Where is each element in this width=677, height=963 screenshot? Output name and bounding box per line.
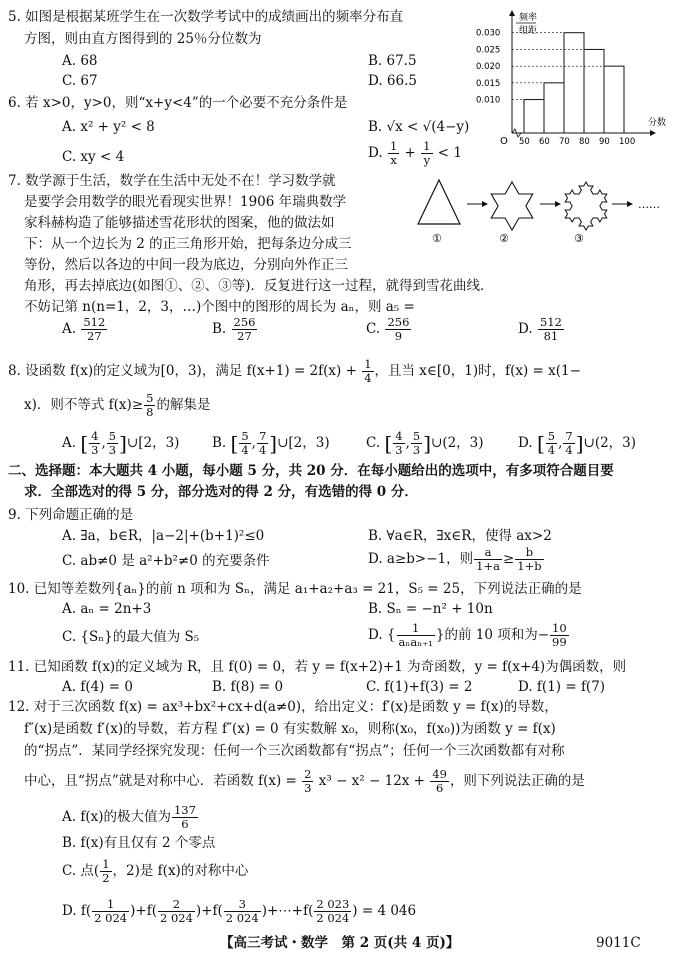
koch-stage-2 bbox=[491, 182, 533, 230]
fraction: $\frac{7}{4}$ bbox=[565, 429, 573, 457]
q10-stem: 10. 已知等差数列{aₙ}的前 n 项和为 Sₙ，满足 a₁+a₂+a₃ = 21，S₅ = 25，下列说法正确的是 bbox=[8, 581, 582, 597]
q7-line7: 不妨记第 n(n=1，2，3，…)个图中的图形的周长为 aₙ，则 a₅ = bbox=[24, 299, 415, 315]
section2-header-line1: 二、选择题：本大题共 4 小题，每小题 5 分，共 20 分．在每小题给出的选项中，有多项符合题目要 bbox=[8, 463, 614, 479]
q5-option-c: C. 67 bbox=[62, 73, 98, 89]
q9-option-d: D. a≥b>−1，则 $\frac{a}{1+a}$ ≥ $\frac{b}{1+b}$ bbox=[368, 545, 542, 573]
q6-option-b-prefix: B. bbox=[368, 119, 387, 135]
fraction: $\frac{137}{6}$ bbox=[173, 803, 196, 831]
page-footer: 【高三考试・数学 第 2 页(共 4 页)】 bbox=[220, 935, 460, 951]
fraction: $\frac{2}{2 024}$ bbox=[159, 897, 193, 925]
fraction: $\frac{2 023}{2 024}$ bbox=[316, 897, 350, 925]
q7-line4: 下：从一个边长为 2 的正三角形开始，把每条边分成三 bbox=[24, 236, 352, 252]
fraction: $\frac{5}{4}$ bbox=[241, 429, 249, 457]
q7-line1: 7. 数学源于生活，数学在生活中无处不在！学习数学就 bbox=[8, 173, 336, 189]
fraction: $\frac{7}{4}$ bbox=[258, 429, 267, 457]
q8-option-a: A. [ $\frac{4}{3}$ , $\frac{5}{3}$ ]∪[2，3) bbox=[62, 429, 180, 457]
q9-stem: 9. 下列命题正确的是 bbox=[8, 507, 134, 523]
fraction: $\frac{2}{3}$ bbox=[304, 767, 312, 795]
section2-header-line2: 求．全部选对的得 5 分，部分选对的得 2 分，有选错的得 0 分． bbox=[24, 484, 418, 500]
fraction: $\frac{1}{\text{aₙaₙ₊₁}}$ bbox=[398, 621, 433, 649]
q12-option-d: D. f( $\frac{1}{2 024}$ )+f( $\frac{2}{2 024}$ )+f( $\frac{3}{2 024}$ )+⋯+f( $\frac{2 023}{2 024}$ ) = 4 046 bbox=[62, 897, 417, 925]
q7-line3: 家科赫构造了能够描述雪花形状的图案，他的做法如 bbox=[24, 215, 335, 231]
q5-stem-line1: 5. 如图是根据某班学生在一次数学考试中的成绩画出的频率分布直 bbox=[8, 9, 404, 25]
fraction: $\frac{5}{8}$ bbox=[146, 391, 154, 419]
histogram-x-tick-label: 90 bbox=[599, 137, 610, 147]
histogram-y-tick-label: 0.020 bbox=[476, 62, 501, 73]
histogram-bar bbox=[544, 83, 564, 133]
fraction: $\frac{4}{3}$ bbox=[91, 429, 99, 457]
fraction: $\frac{4}{3}$ bbox=[395, 429, 403, 457]
q8-option-b: B. [ $\frac{5}{4}$ , $\frac{7}{4}$ ]∪[2，3) bbox=[212, 429, 330, 457]
q12-option-c: C. 点( $\frac{1}{2}$ ，2)是 f(x)的对称中心 bbox=[62, 857, 249, 885]
q9-option-a: A. ∃a，b∈R，|a−2|+(b+1)²≤0 bbox=[62, 528, 265, 544]
q6-option-b-right: √(4−y) bbox=[422, 119, 470, 135]
q12-line1: 12. 对于三次函数 f(x) = ax³+bx²+cx+d(a≠0)，给出定义：f′(x)是函数 y = f(x)的导数， bbox=[8, 699, 558, 715]
q7-line6: 角形，再去掉底边(如图①、②、③等)．反复进行这一过程，就得到雪花曲线． bbox=[24, 278, 494, 294]
q8-line2: x)．则不等式 f(x)≥ $\frac{5}{8}$ 的解集是 bbox=[24, 391, 211, 419]
q6-option-d-prefix: D. bbox=[368, 145, 387, 161]
q12-line2: f″(x)是函数 f′(x)的导数，若方程 f″(x) = 0 有实数解 x₀，则称(x₀，f(x₀))为函数 y = f(x) bbox=[24, 721, 556, 737]
q6-option-b-mid: < bbox=[402, 119, 423, 135]
q6-option-a: A. x² + y² < 8 bbox=[62, 119, 155, 135]
histogram-y-tick-label: 0.030 bbox=[476, 28, 501, 39]
q7-option-a: A. $\frac{512}{27}$ bbox=[62, 315, 106, 343]
figure-label-2: ② bbox=[499, 232, 509, 245]
fraction: $\frac{512}{81}$ bbox=[539, 315, 562, 343]
figure-label-3: ③ bbox=[574, 232, 584, 245]
q5-option-b: B. 67.5 bbox=[368, 53, 417, 69]
fraction: $\frac{10}{99}$ bbox=[552, 621, 567, 649]
histogram-xlabel: 分数 bbox=[648, 118, 667, 128]
q7-option-c: C. $\frac{256}{9}$ bbox=[366, 315, 410, 343]
q12-line4: 中心，且“拐点”就是对称中心．若函数 f(x) = $\frac{2}{3}$ x³ − x² − 12x + $\frac{49}{6}$ ，则下列说法正确的是 bbox=[24, 767, 585, 795]
paper-code: 9011C bbox=[596, 935, 641, 951]
fraction: $\frac{256}{9}$ bbox=[387, 315, 410, 343]
q5-stem-line2: 方图，则由直方图得到的 25％分位数为 bbox=[24, 31, 262, 47]
q8-option-d: D. [ $\frac{5}{4}$ , $\frac{7}{4}$ ]∪(2，3) bbox=[518, 429, 637, 457]
q6-stem: 6. 若 x>0，y>0，则“x+y<4”的一个必要不充分条件是 bbox=[8, 95, 348, 111]
q11-option-d: D. f(1) = f(7) bbox=[518, 679, 606, 695]
q11-option-b: B. f(8) = 0 bbox=[212, 679, 284, 695]
q6-option-c: C. xy < 4 bbox=[62, 149, 125, 165]
fraction: $\frac{5}{3}$ bbox=[108, 429, 117, 457]
q6-option-b-left: √x bbox=[386, 119, 403, 135]
figure-ellipsis: …… bbox=[638, 198, 660, 211]
histogram-x-tick-label: 100 bbox=[619, 137, 636, 147]
q7-line2: 是要学会用数学的眼光看现实世界！1906 年瑞典数学 bbox=[24, 194, 347, 210]
q12-line3: 的“拐点”．某同学经探究发现：任何一个三次函数都有“拐点”；任何一个三次函数都有对称 bbox=[24, 743, 565, 759]
q5-option-d: D. 66.5 bbox=[368, 73, 417, 89]
q7-line5: 等份，然后以各边的中间一段为底边，分别向外作正三 bbox=[24, 257, 348, 273]
q9-option-b: B. ∀a∈R，∃x∈R，使得 ax>2 bbox=[368, 528, 552, 544]
histogram-x-tick-label: 50 bbox=[519, 137, 530, 147]
histogram-x-tick-label: 70 bbox=[559, 137, 570, 147]
histogram-y-tick-label: 0.010 bbox=[476, 95, 501, 106]
fraction: $\frac{5}{4}$ bbox=[547, 429, 556, 457]
q11-stem: 11. 已知函数 f(x)的定义域为 R，且 f(0) = 0，若 y = f(x+2)+1 为奇函数，y = f(x+4)为偶函数，则 bbox=[8, 659, 627, 675]
fraction: $\frac{a}{1+a}$ bbox=[476, 545, 500, 573]
fraction: $\frac{1}{y}$ bbox=[423, 139, 431, 167]
q9-option-c: C. ab≠0 是 a²+b²≠0 的充要条件 bbox=[62, 553, 270, 569]
q8-option-c: C. [ $\frac{4}{3}$ , $\frac{5}{3}$ ]∪(2，3) bbox=[366, 429, 484, 457]
histogram-bar bbox=[564, 33, 584, 133]
fraction: $\frac{1}{4}$ bbox=[364, 357, 372, 385]
fraction: $\frac{1}{x}$ bbox=[389, 139, 398, 167]
histogram-y-tick-label: 0.015 bbox=[476, 78, 501, 89]
q10-option-b: B. Sₙ = −n² + 10n bbox=[368, 601, 493, 617]
histogram-x-tick-label: 60 bbox=[539, 137, 550, 147]
q12-option-b: B. f(x)有且仅有 2 个零点 bbox=[62, 835, 216, 851]
histogram-bar bbox=[584, 49, 604, 133]
koch-stage-3 bbox=[565, 182, 607, 230]
q6-option-d: D. $\frac{1}{x}$ + $\frac{1}{y}$ < 1 bbox=[368, 139, 462, 167]
histogram-ylabel-bottom: 组距 bbox=[519, 26, 538, 36]
fraction: $\frac{b}{1+b}$ bbox=[517, 545, 542, 573]
histogram-bar bbox=[524, 100, 544, 133]
q7-option-d: D. $\frac{512}{81}$ bbox=[518, 315, 562, 343]
fraction: $\frac{256}{27}$ bbox=[233, 315, 256, 343]
fraction: $\frac{49}{6}$ bbox=[432, 767, 447, 795]
fraction: $\frac{512}{27}$ bbox=[83, 315, 106, 343]
histogram-bars bbox=[524, 33, 624, 133]
q10-option-d: D. { $\frac{1}{\text{aₙaₙ₊₁}}$ }的前 10 项和为− $\frac{10}{99}$ bbox=[368, 621, 567, 649]
koch-snowflake-figure bbox=[412, 172, 674, 248]
q12-option-a: A. f(x)的极大值为 $\frac{137}{6}$ bbox=[62, 803, 196, 831]
histogram-ticks bbox=[476, 29, 635, 147]
frequency-histogram bbox=[474, 8, 674, 150]
q11-option-a: A. f(4) = 0 bbox=[62, 679, 133, 695]
fraction: $\frac{1}{2 024}$ bbox=[94, 897, 128, 925]
q10-option-a: A. aₙ = 2n+3 bbox=[62, 601, 152, 617]
fraction: $\frac{1}{2}$ bbox=[102, 857, 110, 885]
q5-option-a: A. 68 bbox=[62, 53, 98, 69]
q7-option-b: B. $\frac{256}{27}$ bbox=[212, 315, 256, 343]
histogram-x-tick-label: 80 bbox=[579, 137, 590, 147]
q6-option-b bbox=[368, 118, 469, 136]
histogram-y-tick-label: 0.025 bbox=[476, 45, 501, 56]
histogram-bar bbox=[604, 66, 624, 133]
figure-label-1: ① bbox=[432, 232, 442, 245]
fraction: $\frac{5}{3}$ bbox=[412, 429, 421, 457]
histogram-ylabel-top: 频率 bbox=[519, 13, 538, 23]
q10-option-c: C. {Sₙ}的最大值为 S₅ bbox=[62, 629, 200, 645]
q8-line1: 8. 设函数 f(x)的定义域为[0，3)，满足 f(x+1) = 2f(x) + $\frac{1}{4}$ ，且当 x∈[0，1)时，f(x) = x(1− bbox=[8, 357, 581, 385]
q11-option-c: C. f(1)+f(3) = 2 bbox=[366, 679, 473, 695]
histogram-origin: O bbox=[500, 136, 508, 147]
fraction: $\frac{3}{2 024}$ bbox=[225, 897, 259, 925]
